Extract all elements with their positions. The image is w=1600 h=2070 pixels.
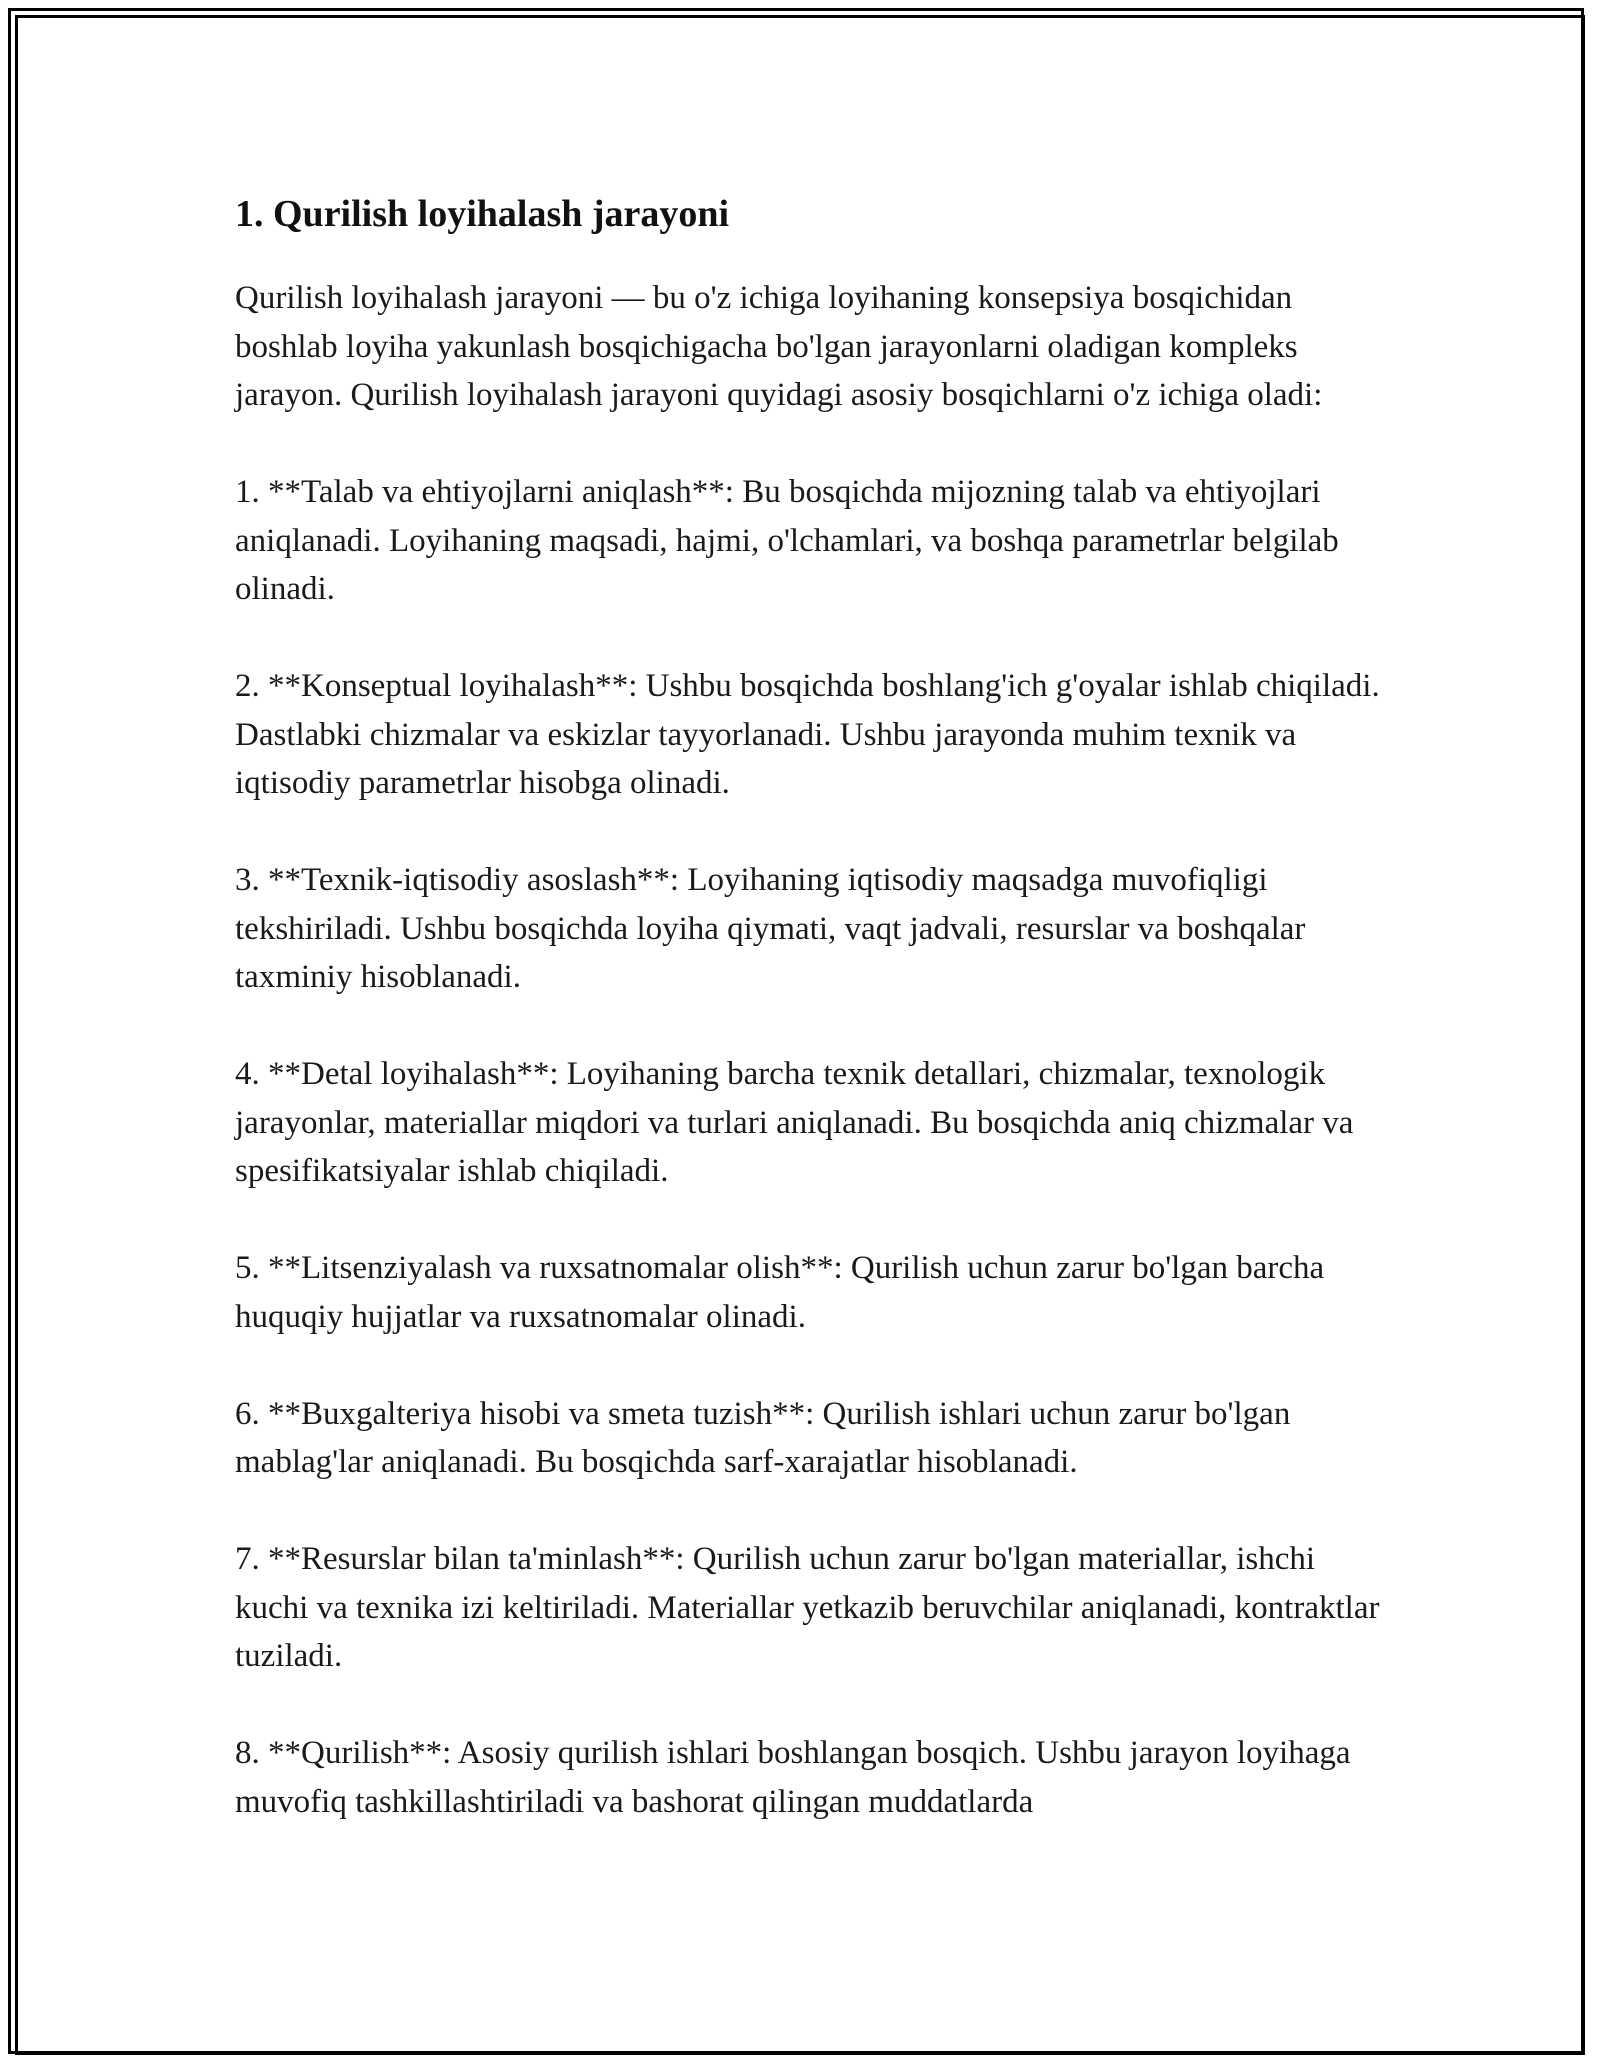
list-item: 1. **Talab va ehtiyojlarni aniqlash**: Bu bosqichda mijozning talab va ehtiyojlari aniqlanadi. Loyihaning maqsadi, hajmi, o'lchamlari, va boshqa parametrlar belgilab olinadi. — [235, 474, 1339, 607]
list-item: 8. **Qurilish**: Asosiy qurilish ishlari boshlangan bosqich. Ushbu jarayon loyihaga muvofiq tashkillashtiriladi va bashorat qilingan muddatlarda — [235, 1735, 1351, 1820]
document-title: 1. Qurilish loyihalash jarayoni — [235, 193, 730, 235]
list-item: 3. **Texnik-iqtisodiy asoslash**: Loyihaning iqtisodiy maqsadga muvofiqligi tekshiriladi. Ushbu bosqichda loyiha qiymati, vaqt jadvali, resurslar va boshqalar taxminiy hisoblanadi. — [235, 862, 1306, 995]
list-item: 7. **Resurslar bilan ta'minlash**: Qurilish uchun zarur bo'lgan materiallar, ishchi kuchi va texnika izi keltiriladi. Materiallar yetkazib beruvchilar aniqlanadi, kontraktlar tuziladi. — [235, 1541, 1380, 1674]
list-item: 2. **Konseptual loyihalash**: Ushbu bosqichda boshlang'ich g'oyalar ishlab chiqiladi. Dastlabki chizmalar va eskizlar tayyorlanadi. Ushbu jarayonda muhim texnik va iqtisodiy parametrlar hisobga olinadi. — [235, 668, 1380, 801]
intro-paragraph: Qurilish loyihalash jarayoni — bu o'z ichiga loyihaning konsepsiya bosqichidan boshlab loyiha yakunlash bosqichigacha bo'lgan jarayonlarni oladigan kompleks jarayon. Qurilish loyihalash jarayoni quyidagi asosiy bosqichlarni o'z ichiga oladi: — [235, 280, 1323, 413]
list-item: 6. **Buxgalteriya hisobi va smeta tuzish**: Qurilish ishlari uchun zarur bo'lgan mablag'lar aniqlanadi. Bu bosqichda sarf-xarajatlar hisoblanadi. — [235, 1395, 1291, 1480]
list-item: 5. **Litsenziyalash va ruxsatnomalar olish**: Qurilish uchun zarur bo'lgan barcha huquqiy hujjatlar va ruxsatnomalar olinadi. — [235, 1250, 1325, 1335]
list-item: 4. **Detal loyihalash**: Loyihaning barcha texnik detallari, chizmalar, texnologik jarayonlar, materiallar miqdori va turlari aniqlanadi. Bu bosqichda aniq chizmalar va spesifikatsiyalar ishlab chiqiladi. — [235, 1056, 1354, 1189]
document-body — [235, 184, 1385, 1875]
